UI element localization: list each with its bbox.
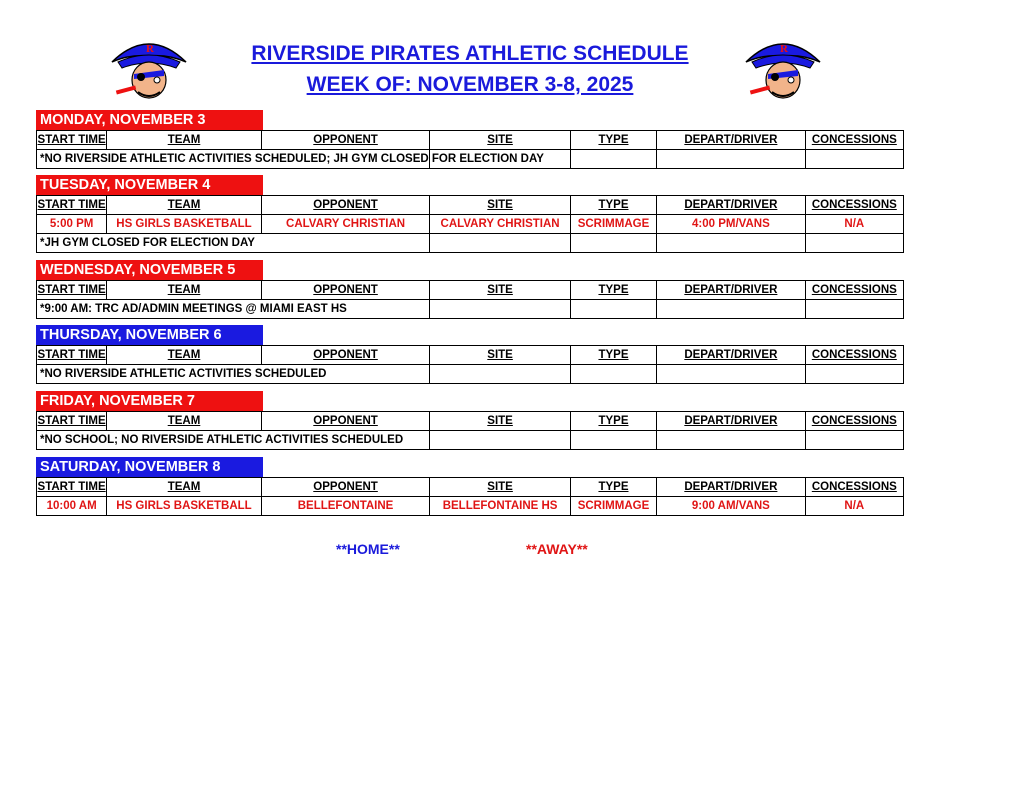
- schedule-table: [36, 477, 904, 516]
- note-row: [37, 365, 904, 384]
- game-team-cell: HS GIRLS BASKETBALL: [107, 497, 262, 516]
- empty-cell: [430, 300, 570, 319]
- column-header: START TIME: [37, 412, 107, 431]
- empty-cell: [657, 300, 806, 319]
- empty-cell: [570, 431, 656, 450]
- schedule-title: RIVERSIDE PIRATES ATHLETIC SCHEDULE: [251, 42, 689, 65]
- day-header: TUESDAY, NOVEMBER 4: [36, 175, 263, 195]
- schedule-table: [36, 345, 904, 384]
- column-header: OPPONENT: [261, 346, 430, 365]
- note-cell: *JH GYM CLOSED FOR ELECTION DAY: [37, 234, 430, 253]
- column-header: SITE: [430, 196, 570, 215]
- schedule-table: [36, 130, 904, 169]
- column-header: CONCESSIONS: [805, 196, 903, 215]
- schedule-table: [36, 195, 904, 253]
- column-header: DEPART/DRIVER: [657, 478, 806, 497]
- logo-letter: R: [780, 43, 788, 55]
- column-header: START TIME: [37, 281, 107, 300]
- day-header: WEDNESDAY, NOVEMBER 5: [36, 260, 263, 280]
- logo-letter: R: [146, 43, 154, 55]
- column-header: DEPART/DRIVER: [657, 281, 806, 300]
- note-cell: *9:00 AM: TRC AD/ADMIN MEETINGS @ MIAMI EAST HS: [37, 300, 430, 319]
- column-header: START TIME: [37, 478, 107, 497]
- column-header-row: [37, 196, 904, 215]
- column-header: CONCESSIONS: [805, 131, 903, 150]
- empty-cell: [570, 234, 656, 253]
- empty-cell: [570, 150, 656, 169]
- game-depart-cell: 9:00 AM/VANS: [657, 497, 806, 516]
- day-header: SATURDAY, NOVEMBER 8: [36, 457, 263, 477]
- empty-cell: [805, 234, 903, 253]
- empty-cell: [805, 365, 903, 384]
- game-opponent-cell: CALVARY CHRISTIAN: [261, 215, 430, 234]
- home-legend: **HOME**: [336, 541, 400, 557]
- day-section: [36, 325, 904, 384]
- game-type-cell: SCRIMMAGE: [570, 497, 656, 516]
- empty-cell: [430, 234, 570, 253]
- column-header: TEAM: [107, 412, 262, 431]
- column-header: OPPONENT: [261, 281, 430, 300]
- week-title: WEEK OF: NOVEMBER 3-8, 2025: [306, 73, 634, 96]
- column-header: TEAM: [107, 478, 262, 497]
- note-row: [37, 300, 904, 319]
- column-header: TYPE: [570, 196, 656, 215]
- game-concessions-cell: N/A: [805, 215, 903, 234]
- day-header: FRIDAY, NOVEMBER 7: [36, 391, 263, 411]
- column-header: DEPART/DRIVER: [657, 412, 806, 431]
- column-header: OPPONENT: [261, 131, 430, 150]
- empty-cell: [657, 365, 806, 384]
- column-header: DEPART/DRIVER: [657, 196, 806, 215]
- game-depart-cell: 4:00 PM/VANS: [657, 215, 806, 234]
- column-header-row: [37, 281, 904, 300]
- column-header: CONCESSIONS: [805, 412, 903, 431]
- column-header: TEAM: [107, 196, 262, 215]
- column-header: TYPE: [570, 412, 656, 431]
- empty-cell: [430, 365, 570, 384]
- column-header-row: [37, 131, 904, 150]
- column-header: DEPART/DRIVER: [657, 346, 806, 365]
- pirate-logo: [108, 32, 190, 104]
- column-header: OPPONENT: [261, 412, 430, 431]
- game-type-cell: SCRIMMAGE: [570, 215, 656, 234]
- column-header: CONCESSIONS: [805, 346, 903, 365]
- column-header-row: [37, 346, 904, 365]
- game-site-cell: CALVARY CHRISTIAN: [430, 215, 570, 234]
- empty-cell: [805, 431, 903, 450]
- day-section: [36, 175, 904, 253]
- day-section: [36, 260, 904, 319]
- column-header: SITE: [430, 412, 570, 431]
- column-header: START TIME: [37, 196, 107, 215]
- column-header: START TIME: [37, 346, 107, 365]
- game-row: [37, 215, 904, 234]
- note-cell: *NO RIVERSIDE ATHLETIC ACTIVITIES SCHEDULED; JH GYM CLOSED FOR ELECTION DAY: [37, 150, 430, 169]
- column-header: OPPONENT: [261, 478, 430, 497]
- column-header: SITE: [430, 346, 570, 365]
- column-header: TYPE: [570, 346, 656, 365]
- day-section: [36, 457, 904, 516]
- empty-cell: [805, 300, 903, 319]
- column-header: DEPART/DRIVER: [657, 131, 806, 150]
- game-row: [37, 497, 904, 516]
- column-header: TEAM: [107, 131, 262, 150]
- note-cell: *NO SCHOOL; NO RIVERSIDE ATHLETIC ACTIVITIES SCHEDULED: [37, 431, 430, 450]
- column-header: TEAM: [107, 281, 262, 300]
- day-section: [36, 391, 904, 450]
- empty-cell: [570, 300, 656, 319]
- column-header: CONCESSIONS: [805, 281, 903, 300]
- column-header: TYPE: [570, 131, 656, 150]
- schedule-table: [36, 411, 904, 450]
- empty-cell: [657, 234, 806, 253]
- column-header: OPPONENT: [261, 196, 430, 215]
- game-team-cell: HS GIRLS BASKETBALL: [107, 215, 262, 234]
- schedule-table: [36, 280, 904, 319]
- column-header: TEAM: [107, 346, 262, 365]
- empty-cell: [657, 431, 806, 450]
- column-header: CONCESSIONS: [805, 478, 903, 497]
- day-section: [36, 110, 904, 169]
- column-header: TYPE: [570, 478, 656, 497]
- column-header: SITE: [430, 131, 570, 150]
- note-cell: *NO RIVERSIDE ATHLETIC ACTIVITIES SCHEDULED: [37, 365, 430, 384]
- game-opponent-cell: BELLEFONTAINE: [261, 497, 430, 516]
- note-row: [37, 150, 904, 169]
- game-start-cell: 5:00 PM: [37, 215, 107, 234]
- note-row: [37, 431, 904, 450]
- column-header: SITE: [430, 478, 570, 497]
- column-header: SITE: [430, 281, 570, 300]
- game-start-cell: 10:00 AM: [37, 497, 107, 516]
- day-header: THURSDAY, NOVEMBER 6: [36, 325, 263, 345]
- column-header: START TIME: [37, 131, 107, 150]
- column-header: TYPE: [570, 281, 656, 300]
- note-row: [37, 234, 904, 253]
- empty-cell: [657, 150, 806, 169]
- empty-cell: [805, 150, 903, 169]
- column-header-row: [37, 412, 904, 431]
- empty-cell: [570, 365, 656, 384]
- empty-cell: [430, 431, 570, 450]
- day-header: MONDAY, NOVEMBER 3: [36, 110, 263, 130]
- away-legend: **AWAY**: [526, 541, 588, 557]
- column-header-row: [37, 478, 904, 497]
- game-concessions-cell: N/A: [805, 497, 903, 516]
- pirate-logo: [742, 32, 824, 104]
- game-site-cell: BELLEFONTAINE HS: [430, 497, 570, 516]
